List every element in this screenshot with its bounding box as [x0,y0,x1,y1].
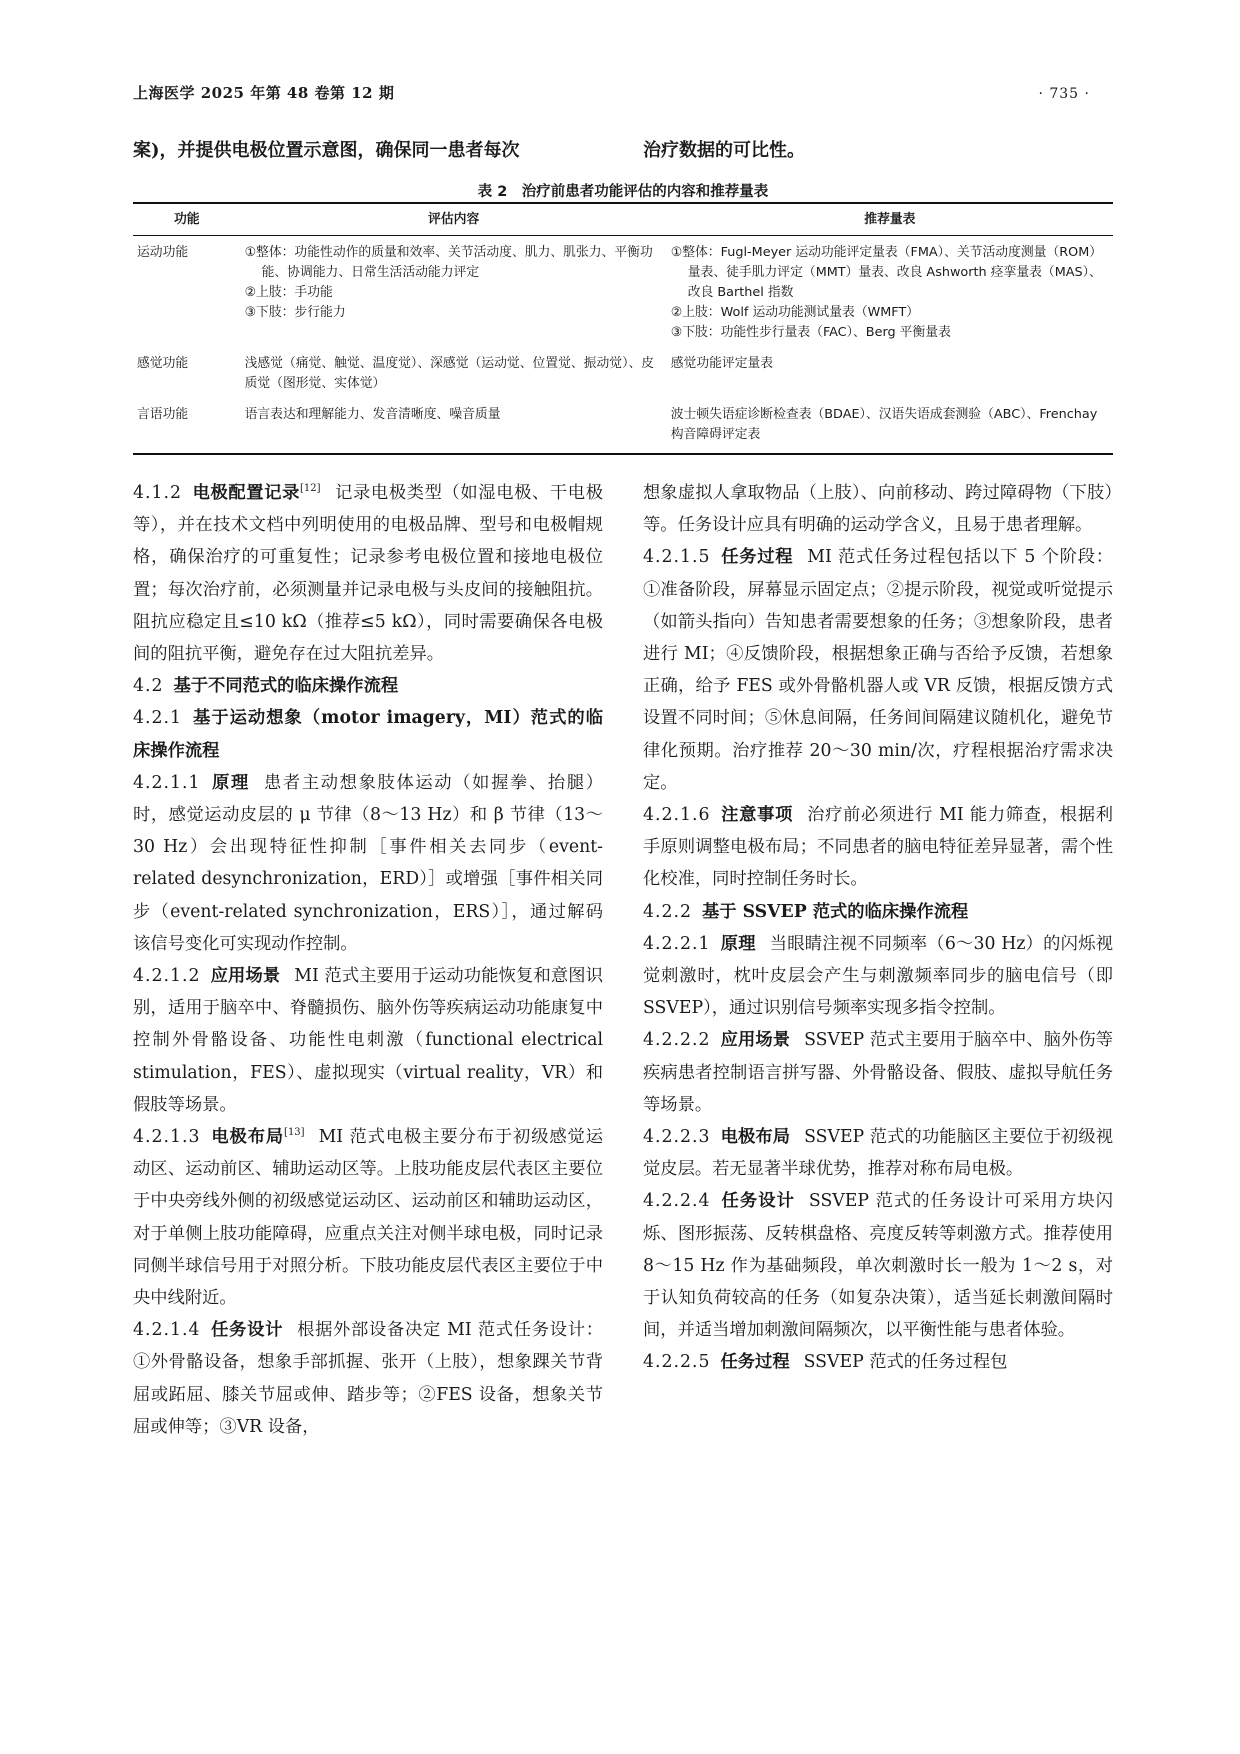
section-text: MI 范式主要用于运动功能恢复和意图识别，适用于脑卒中、脊髓损伤、脑外伤等疾病运动功能康复中控制外骨骼设备、功能性电刺激（functional electrical stimulation，FES）、虚拟现实（virtual reality，VR）和假肢等场景。 [133,966,603,1115]
section-number: 4.2 [133,676,164,697]
table-cell-content [241,347,667,398]
table-cell-function: 感觉功能 [137,356,189,371]
table-header-scales: 推荐量表 [667,203,1113,236]
section-title: 任务设计 [210,1320,284,1341]
table-header-row [133,203,1113,236]
section-text: 当眼睛注视不同频率（6～30 Hz）的闪烁视觉刺激时，枕叶皮层会产生与刺激频率同步的脑电信号（即 SSVEP），通过识别信号频率实现多指令控制。 [643,933,1113,1019]
scale-item: ①整体：Fugl-Meyer 运动功能评定量表（FMA）、关节活动度测量（ROM）量表、徒手肌力评定（MMT）量表、改良 Ashworth 痉挛量表（MAS）、改良 Barthel 指数 [670,245,1103,300]
table-header-function: 功能 [133,203,241,236]
scale-item: 感觉功能评定量表 [670,356,774,371]
table-row [133,347,1113,398]
page-number: · 735 · [1038,86,1090,102]
section-4-2-2-4 [643,1185,1113,1346]
section-4-2-1-4-continued: 想象虚拟人拿取物品（上肢）、向前移动、跨过障碍物（下肢）等。任务设计应具有明确的运动学含义，且易于患者理解。 [643,483,1113,536]
table-row [133,398,1113,454]
section-4-1-2 [133,477,603,670]
section-title: 基于运动想象（motor imagery，MI）范式的临床操作流程 [133,708,603,761]
section-text: MI 范式任务过程包括以下 5 个阶段：①准备阶段，屏幕显示固定点；②提示阶段，视觉或听觉提示（如箭头指向）告知患者需要想象的任务；③想象阶段，患者进行 MI；④反馈阶段，根据想象正确与否给予反馈，若想象正确，给予 FES 或外骨骼机器人或 VR 反馈，根据反馈方式设置不同时间；⑤休息间隔，任务间间隔建议随机化，避免节律化预期。治疗推荐 20～30 min/次，疗程根据治疗需求决定。 [643,547,1113,793]
section-text: 治疗前必须进行 MI 能力筛查，根据利手原则调整电极布局；不同患者的脑电特征差异显著，需个性化校准，同时控制任务时长。 [643,805,1113,890]
continued-text [133,136,1113,162]
section-number: 4.2.2.1 [643,933,711,954]
left-column [133,477,603,1443]
section-number: 4.1.2 [133,483,182,503]
section-text: 根据外部设备决定 MI 范式任务设计：①外骨骼设备，想象手部抓握、张开（上肢），想象踝关节背屈或跖屈、膝关节屈或伸、踏步等；②FES 设备，想象关节屈或伸等；③VR 设备， [133,1320,603,1437]
section-4-2-2-5 [643,1346,1113,1378]
section-number: 4.2.1.2 [133,966,201,987]
section-title: 任务过程 [720,1352,790,1373]
section-title: 基于不同范式的临床操作流程 [173,676,399,697]
section-title: 应用场景 [720,1030,791,1051]
section-text: 记录电极类型（如湿电极、干电极等），并在技术文档中列明使用的电极品牌、型号和电极帽规格，确保治疗的可重复性；记录参考电极位置和接地电极位置；每次治疗前，必须测量并记录电极与头皮间的接触阻抗。阻抗应稳定且≤10 kΩ（推荐≤5 kΩ），同时需要确保各电极间的阻抗平衡，避免存在过大阻抗差异。 [133,483,603,665]
section-4-2-2 [643,896,1113,928]
section-text: 患者主动想象肢体运动（如握拳、抬腿）时，感觉运动皮层的 μ 节律（8～13 Hz）和 β 节律（13～30 Hz）会出现特征性抑制［事件相关去同步（event-related desynchronization，ERD）］或增强［事件相关同步（event-related synchronization，ERS）］，通过解码该信号变化可实现动作控制。 [133,772,603,954]
citation: [13] [284,1127,305,1139]
section-title: 电极配置记录 [191,483,300,503]
section-4-2-1-5 [643,541,1113,799]
section-title: 应用场景 [210,966,281,987]
section-4-2-1-6 [643,799,1113,896]
content-item: ①整体：功能性动作的质量和效率、关节活动度、肌力、肌张力、平衡功能、协调能力、日常生活活动能力评定 [244,245,653,280]
continued-text-left: 案)，并提供电极位置示意图，确保同一患者每次 [133,140,520,161]
section-4-2-2-1 [643,928,1113,1025]
section-title: 注意事项 [720,805,794,826]
section-number: 4.2.1.4 [133,1320,201,1341]
scale-item: ③下肢：功能性步行量表（FAC）、Berg 平衡量表 [670,325,951,340]
section-number: 4.2.2.4 [643,1191,711,1212]
section-title: 基于 SSVEP 范式的临床操作流程 [701,901,969,922]
section-title: 原理 [210,772,250,793]
content-item: 语言表达和理解能力、发音清晰度、噪音质量 [244,407,501,422]
section-number: 4.2.2 [643,901,692,922]
section-4-2-2-2 [643,1024,1113,1121]
table-cell-scales [667,347,1113,398]
section-4-2-1-2 [133,960,603,1121]
section-text: SSVEP 范式的任务设计可采用方块闪烁、图形振荡、反转棋盘格、亮度反转等刺激方式。推荐使用 8～15 Hz 作为基础频段，单次刺激时长一般为 1～2 s，对于认知负荷较高的任务（如复杂决策），适当延长刺激间隔时间，并适当增加刺激间隔频次，以平衡性能与患者体验。 [643,1191,1113,1341]
section-number: 4.2.1.6 [643,805,711,826]
table-cell-content [241,236,667,348]
section-title: 电极布局 [720,1127,791,1148]
table-cell-function: 言语功能 [133,398,241,454]
continued-text-right: 治疗数据的可比性。 [643,140,805,161]
section-number: 4.2.1 [133,708,182,729]
section-title: 原理 [720,933,756,954]
content-item: 浅感觉（痛觉、触觉、温度觉）、深感觉（运动觉、位置觉、振动觉）、皮质觉（图形觉、实体觉） [244,356,655,391]
body-columns [133,477,1113,1443]
content-item: ③下肢：步行能力 [244,305,346,320]
table-cell-function: 运动功能 [137,245,189,260]
section-title: 任务过程 [720,547,794,568]
section-4-2-1-4 [133,1314,603,1443]
section-number: 4.2.1.1 [133,772,201,793]
section-number: 4.2.2.3 [643,1127,711,1148]
content-item: ②上肢：手功能 [244,285,333,300]
section-text: SSVEP 范式的功能脑区主要位于初级视觉皮层。若无显著半球优势，推荐对称布局电极。 [643,1127,1113,1180]
section-number: 4.2.2.5 [643,1352,711,1373]
section-text: MI 范式电极主要分布于初级感觉运动区、运动前区、辅助运动区等。上肢功能皮层代表区主要位于中央旁线外侧的初级感觉运动区、运动前区和辅助运动区，对于单侧上肢功能障碍，应重点关注对侧半球电极，同时记录同侧半球信号用于对照分析。下肢功能皮层代表区主要位于中央中线附近。 [133,1127,603,1309]
table-header-content: 评估内容 [241,203,667,236]
citation: [12] [299,483,321,495]
table-cell-content [241,398,667,454]
section-number: 4.2.1.5 [643,547,711,568]
section-number: 4.2.1.3 [133,1127,201,1148]
section-title: 任务设计 [720,1191,795,1212]
journal-header: 上海医学 2025 年第 48 卷第 12 期 [133,84,395,102]
table-caption: 表 2 治疗前患者功能评估的内容和推荐量表 [477,184,769,200]
section-text: SSVEP 范式主要用于脑卒中、脑外伤等疾病患者控制语言拼写器、外骨骼设备、假肢、虚拟导航任务等场景。 [643,1030,1113,1115]
right-column [643,477,1113,1443]
section-title: 电极布局 [210,1127,285,1148]
section-4-2-2-3 [643,1121,1113,1185]
table-cell-scales [667,398,1113,454]
assessment-table [133,202,1113,455]
scale-item: ②上肢：Wolf 运动功能测试量表（WMFT） [670,305,920,320]
section-4-2-1 [133,702,603,766]
section-4-2 [133,670,603,702]
table-row [133,236,1113,348]
table-cell-scales [667,236,1113,348]
scale-item: 波士顿失语症诊断检查表（BDAE）、汉语失语成套测验（ABC）、Frenchay 构音障碍评定表 [670,407,1098,442]
section-number: 4.2.2.2 [643,1030,711,1051]
section-text: SSVEP 范式的任务过程包 [803,1352,1008,1373]
section-4-2-1-1 [133,767,603,960]
section-4-2-1-3 [133,1121,603,1314]
